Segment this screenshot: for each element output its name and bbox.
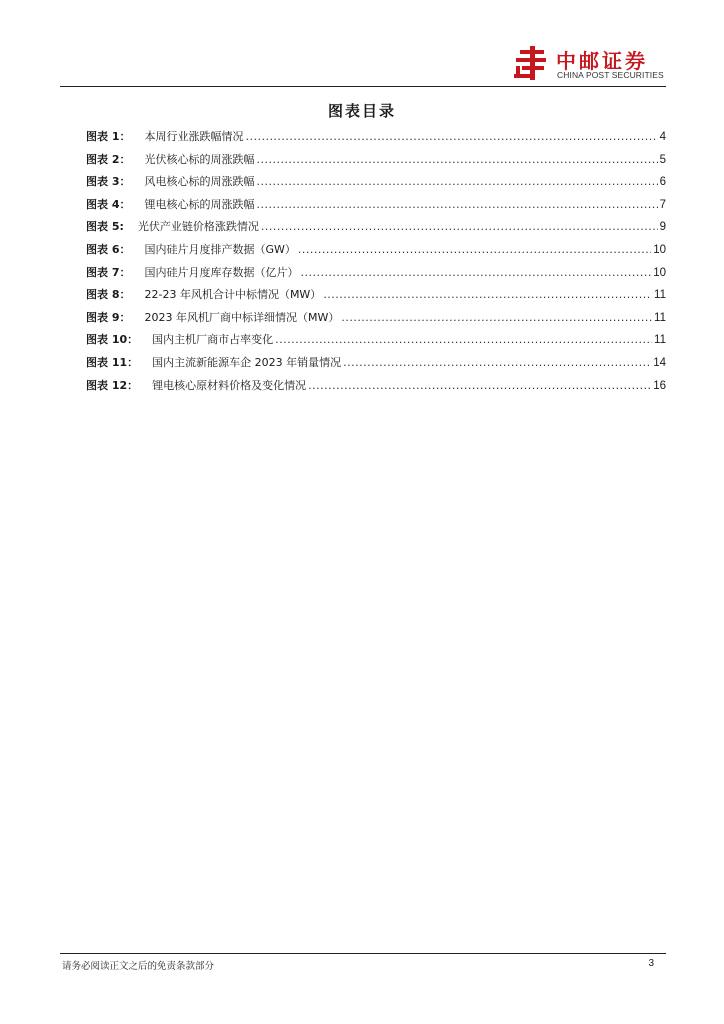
toc-entry-label: 图表 4： (86, 197, 131, 211)
toc-title: 图表目录 (327, 102, 396, 120)
toc-entry-text: 锂电核心标的周涨跌幅 (144, 197, 255, 211)
toc-entry-page: 11 (654, 311, 666, 324)
toc-entry-page: 6 (659, 176, 666, 189)
disclaimer-note: 请务必阅读正文之后的免责条款部分 (62, 961, 215, 972)
toc-entry-text: 国内硅片月度库存数据（亿片） (144, 265, 299, 279)
toc-entry-label: 图表 12： (86, 378, 139, 392)
brand-logo (512, 44, 672, 84)
toc-leader-dots (256, 175, 657, 188)
toc-entry-page: 7 (659, 198, 666, 211)
toc-entry-page: 10 (653, 243, 666, 256)
toc-entry-page: 4 (659, 131, 666, 143)
toc-entry-page: 16 (653, 379, 666, 392)
toc-entry[interactable] (86, 128, 666, 151)
toc-entry-text: 22-23 年风机合计中标情况（MW） (144, 288, 322, 302)
toc-entry-text: 风电核心标的周涨跌幅 (144, 175, 255, 189)
toc-entry[interactable] (86, 241, 666, 264)
toc-entry-label: 图表 9： (86, 310, 131, 324)
header-divider (60, 86, 666, 87)
toc-entry-label: 图表 2： (86, 152, 131, 166)
toc-entry[interactable] (86, 196, 666, 219)
toc-entry-label: 图表 10： (86, 333, 139, 347)
toc-entry-text: 光伏核心标的周涨跌幅 (144, 152, 255, 166)
toc-leader-dots (323, 288, 652, 301)
toc-entry-label: 图表 11： (86, 355, 139, 369)
toc-leader-dots (256, 153, 657, 166)
toc-leader-dots (298, 243, 651, 256)
toc-entry[interactable] (86, 151, 666, 174)
toc-entry-page: 14 (653, 356, 666, 369)
toc-entry-page: 11 (654, 334, 666, 347)
toc-entry-page: 10 (653, 266, 666, 279)
toc-leader-dots (256, 198, 657, 211)
china-post-logo-icon (512, 44, 550, 82)
toc-entry-label: 图表 7： (86, 265, 131, 279)
toc-entry-text: 国内主流新能源车企 2023 年销量情况 (152, 355, 342, 369)
toc-entry[interactable] (86, 331, 666, 354)
toc-entry[interactable] (86, 286, 666, 309)
toc-entry-page: 9 (659, 221, 666, 234)
toc-entry-page: 5 (659, 153, 666, 166)
toc-leader-dots (341, 311, 652, 324)
brand-name-cn: 中邮证券 (556, 49, 648, 73)
toc-entry[interactable] (86, 354, 666, 377)
toc-entry-label: 图表 8： (86, 288, 131, 302)
toc-entry-label: 图表 1： (86, 130, 131, 143)
footer-divider (60, 953, 666, 954)
table-of-figures (86, 128, 666, 399)
toc-leader-dots (275, 333, 652, 346)
toc-entry-text: 2023 年风机厂商中标详细情况（MW） (144, 310, 340, 324)
toc-entry-text: 光伏产业链价格涨跌情况 (137, 220, 259, 234)
toc-leader-dots (300, 266, 651, 279)
toc-leader-dots (245, 130, 657, 143)
toc-leader-dots (343, 356, 651, 369)
page-number: 3 (648, 958, 654, 969)
toc-entry-label: 图表 3： (86, 175, 131, 189)
toc-entry-text: 本周行业涨跌幅情况 (144, 130, 244, 143)
toc-entry-page: 11 (654, 289, 666, 302)
toc-leader-dots (261, 220, 658, 233)
toc-entry[interactable] (86, 377, 666, 400)
toc-entry-label: 图表 5: (86, 220, 124, 234)
brand-name-en: CHINA POST SECURITIES (557, 70, 664, 80)
toc-entry-label: 图表 6： (86, 242, 131, 256)
toc-entry-text: 国内主机厂商市占率变化 (152, 333, 274, 347)
toc-entry[interactable] (86, 173, 666, 196)
toc-entry[interactable] (86, 218, 666, 241)
toc-leader-dots (308, 379, 651, 392)
toc-entry[interactable] (86, 264, 666, 287)
toc-entry[interactable] (86, 309, 666, 332)
toc-entry-text: 国内硅片月度排产数据（GW） (144, 242, 296, 256)
toc-entry-text: 锂电核心原材料价格及变化情况 (152, 378, 307, 392)
